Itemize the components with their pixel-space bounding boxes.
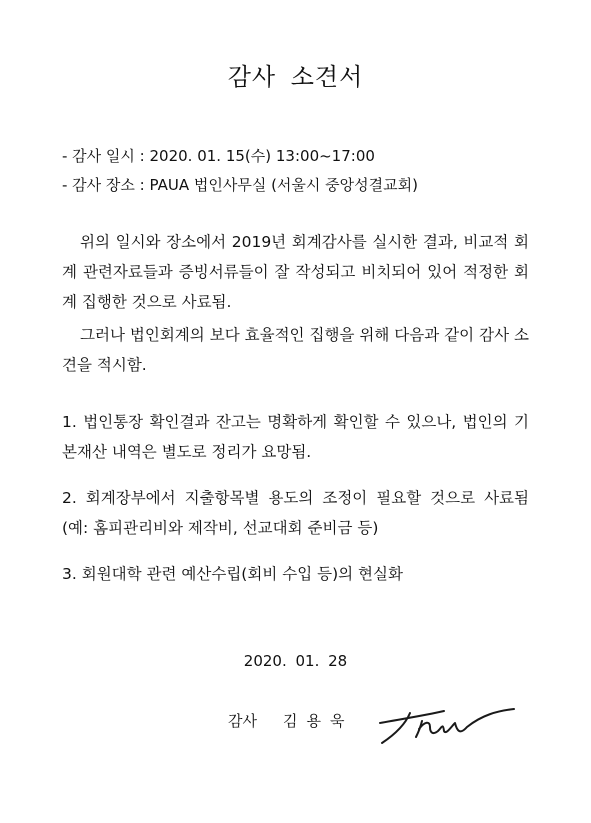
signer-line	[228, 710, 353, 731]
audit-opinion-intro: 그러나 법인회계의 보다 효율적인 집행을 위해 다음과 같이 감사 소견을 적시함.	[62, 326, 529, 374]
audit-place: - 감사 장소 : PAUA 법인사무실 (서울시 중앙성결교회)	[62, 176, 418, 194]
opinion-item-1: 1. 법인통장 확인결과 잔고는 명확하게 확인할 수 있으나, 법인의 기본재산 내역은 별도로 정리가 요망됨.	[62, 413, 529, 461]
signer-name: 김용욱	[282, 712, 354, 730]
audit-result-paragraph: 위의 일시와 장소에서 2019년 회계감사를 실시한 결과, 비교적 회계 관련자료들과 증빙서류들이 잘 작성되고 비치되어 있어 적정한 회계 집행한 것으로 사료됨.	[62, 233, 529, 311]
handwritten-signature	[372, 693, 520, 749]
opinion-item-3: 3. 회원대학 관련 예산수립(회비 수입 등)의 현실화	[62, 565, 403, 583]
signer-role: 감사	[228, 712, 257, 730]
document-title: 감사 소견서	[227, 63, 364, 91]
opinion-item-2: 2. 회계장부에서 지출항목별 용도의 조정이 필요할 것으로 사료됨 (예: 홈피관리비와 제작비, 선교대회 준비금 등)	[62, 489, 529, 537]
document-date: 2020. 01. 28	[243, 652, 348, 670]
audit-datetime: - 감사 일시 : 2020. 01. 15(수) 13:00~17:00	[62, 147, 375, 165]
